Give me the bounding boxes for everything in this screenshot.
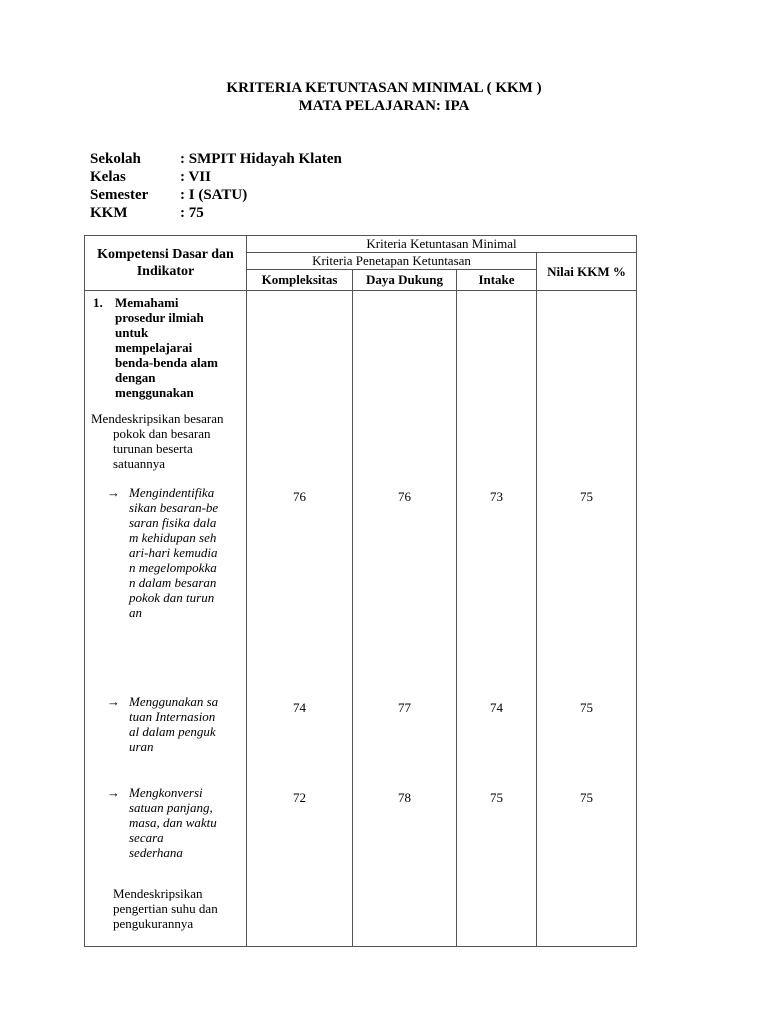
arrow-right-icon: → xyxy=(107,694,120,709)
value-nilai-kkm: 75 xyxy=(580,790,593,805)
indicator-2 xyxy=(107,694,219,754)
value-intake: 73 xyxy=(490,489,503,504)
meta-label: Semester xyxy=(90,187,149,203)
indicator-text: Menggunakan satuan Internasional dalam pengukuran xyxy=(129,694,219,754)
kkm-table xyxy=(84,235,637,947)
col-kompleksitas xyxy=(247,291,353,947)
value-nilai-kkm: 75 xyxy=(580,489,593,504)
meta-label: KKM xyxy=(90,205,128,221)
header-penetapan: Kriteria Penetapan Ketuntasan xyxy=(247,253,537,270)
meta-value: : I (SATU) xyxy=(180,187,248,203)
value-daya-dukung: 76 xyxy=(398,489,411,504)
value-kompleksitas: 74 xyxy=(293,700,306,715)
col-nilai-kkm xyxy=(537,291,637,947)
kd-number: 1. xyxy=(93,295,103,310)
meta-value: : 75 xyxy=(180,205,204,221)
kd-description-text: Mendeskripsikan besaran pokok dan besaran turunan beserta satuannya xyxy=(91,411,224,471)
meta-value: : SMPIT Hidayah Klaten xyxy=(180,151,342,167)
document-title: KRITERIA KETUNTASAN MINIMAL ( KKM ) xyxy=(226,80,542,96)
meta-value: : VII xyxy=(180,169,211,185)
header-kkm-group: Kriteria Ketuntasan Minimal xyxy=(247,236,637,253)
meta-row-school xyxy=(90,150,342,168)
meta-row-semester xyxy=(90,186,342,204)
kd-description-1 xyxy=(69,411,241,471)
indicator-text: Mengkonversi satuan panjang, masa, dan waktu secara sederhana xyxy=(129,785,217,860)
value-intake: 75 xyxy=(490,790,503,805)
meta-label: Kelas xyxy=(90,169,126,185)
indicator-1 xyxy=(107,485,219,620)
value-kompleksitas: 72 xyxy=(293,790,306,805)
col-intake xyxy=(457,291,537,947)
arrow-right-icon: → xyxy=(107,785,120,800)
arrow-right-icon: → xyxy=(107,485,120,500)
document-subtitle: MATA PELAJARAN: IPA xyxy=(298,98,470,114)
header-nilai-kkm: Nilai KKM % xyxy=(537,253,637,291)
header-kompetensi-dasar: Kompetensi Dasar dan Indikator xyxy=(85,236,247,291)
meta-row-class xyxy=(90,168,342,186)
col-daya-dukung xyxy=(353,291,457,947)
indicator-3 xyxy=(107,785,219,860)
kd-description-2: Mendeskripsikan pengertian suhu dan pengukurannya xyxy=(113,886,218,931)
kd-cell xyxy=(85,291,247,947)
header-intake: Intake xyxy=(457,270,537,291)
value-nilai-kkm: 75 xyxy=(580,700,593,715)
school-info xyxy=(90,150,342,222)
value-daya-dukung: 77 xyxy=(398,700,411,715)
meta-row-kkm xyxy=(90,204,342,222)
header-daya-dukung: Daya Dukung xyxy=(353,270,457,291)
indicator-text: Mengindentifikasikan besaran-besaran fisika dalam kehidupan sehari-hari kemudian megelompokkan dalam besaran pokok dan turunan xyxy=(129,485,219,620)
value-kompleksitas: 76 xyxy=(293,489,306,504)
kd-text: Memahami prosedur ilmiah untuk mempelajarai benda-benda alam dengan menggunakan xyxy=(115,295,218,400)
value-intake: 74 xyxy=(490,700,503,715)
value-daya-dukung: 78 xyxy=(398,790,411,805)
meta-label: Sekolah xyxy=(90,151,141,167)
header-kompleksitas: Kompleksitas xyxy=(247,270,353,291)
